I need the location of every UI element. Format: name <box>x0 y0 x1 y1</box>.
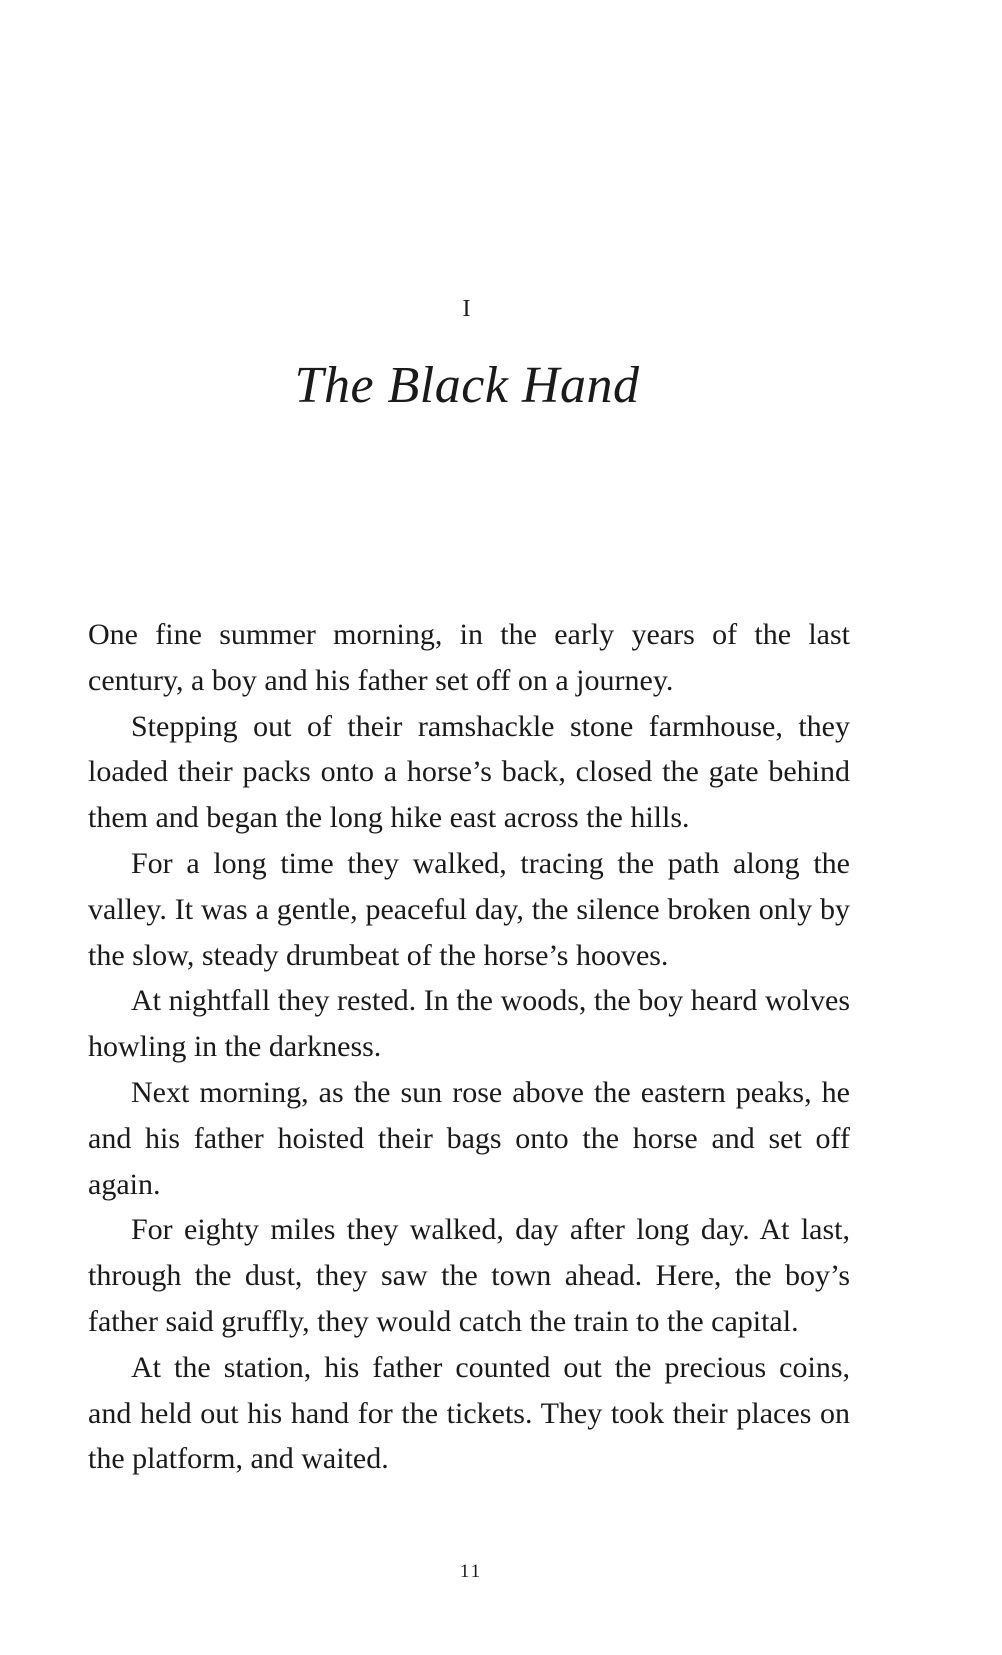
body-text <box>88 612 850 1482</box>
paragraph: For a long time they walked, tracing the path along the valley. It was a gentle, peaceful day, the silence broken only by the slow, steady drumbeat of the horse’s hooves. <box>88 846 850 972</box>
paragraph: At nightfall they rested. In the woods, the boy heard wolves howling in the darkness. <box>88 984 850 1064</box>
paragraph: At the station, his father counted out the precious coins, and held out his hand for the tickets. They took their places on the platform, and waited. <box>88 1350 850 1476</box>
chapter-title: The Black Hand <box>294 357 640 414</box>
paragraph: For eighty miles they walked, day after long day. At last, through the dust, they saw the town ahead. Here, the boy’s father said gruffly, they would catch the train to the capital. <box>88 1213 850 1338</box>
paragraph: One fine summer morning, in the early years of the last century, a boy and his father set off on a journey. <box>88 618 850 697</box>
chapter-number: I <box>462 296 472 322</box>
page-number: 11 <box>459 1561 483 1582</box>
paragraph: Next morning, as the sun rose above the eastern peaks, he and his father hoisted their bags onto the horse and set off again. <box>88 1075 850 1201</box>
paragraph: Stepping out of their ramshackle stone farmhouse, they loaded their packs onto a horse’s back, closed the gate behind them and began the long hike east across the hills. <box>88 709 850 835</box>
